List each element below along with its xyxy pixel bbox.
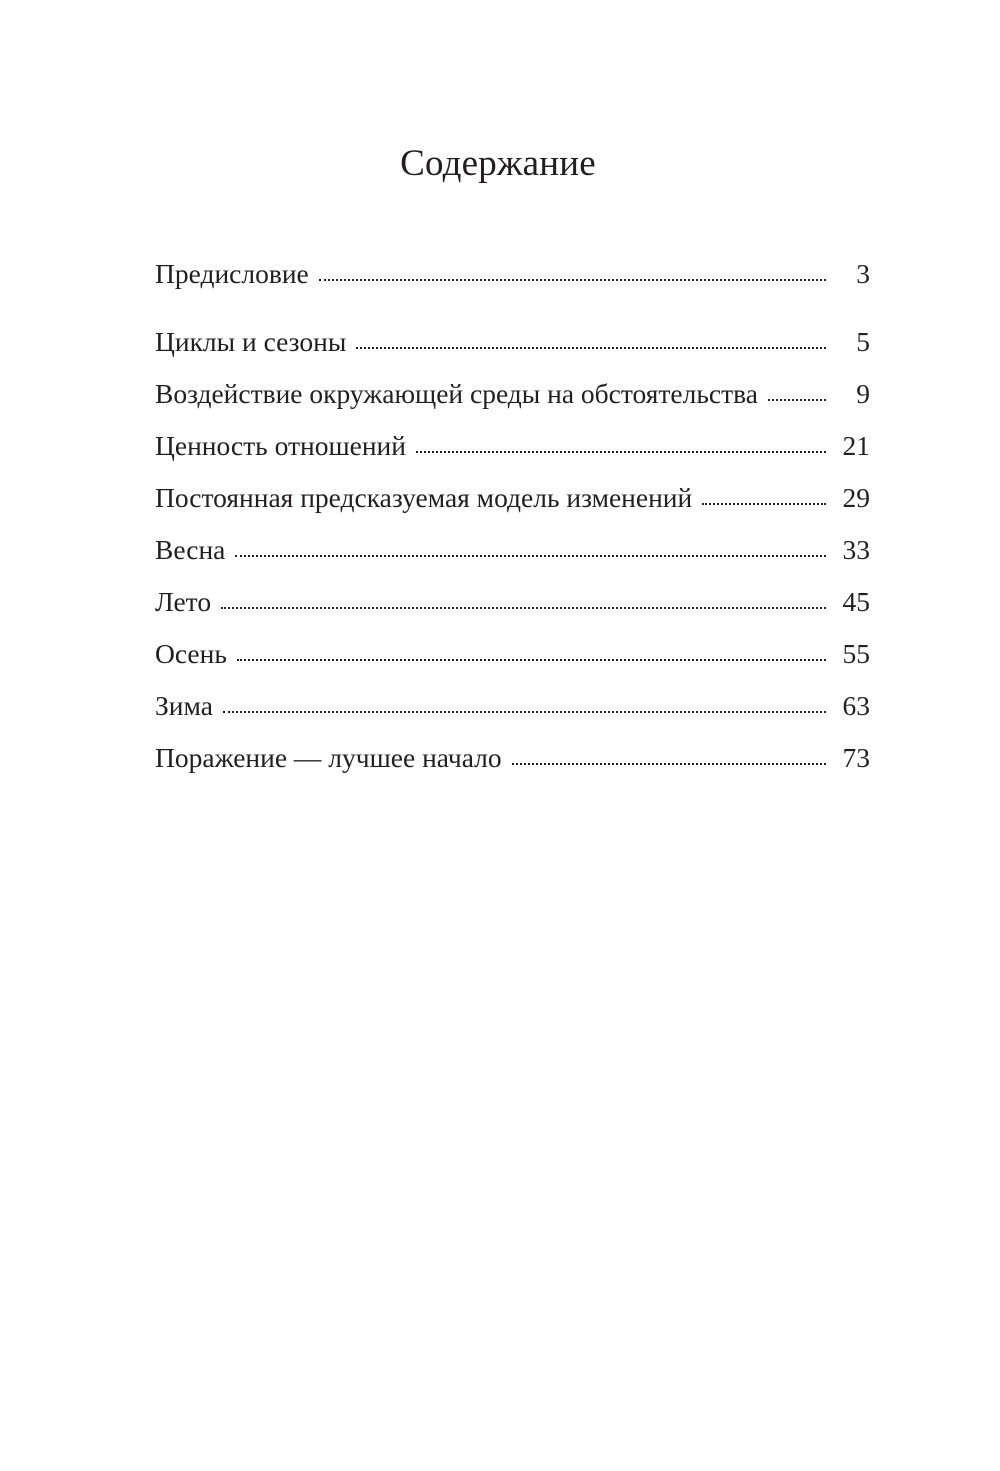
toc-entry-cycles-and-seasons[interactable] [155, 320, 870, 372]
toc-entry-label: Лето [155, 586, 212, 617]
toc-page-number: 3 [856, 258, 870, 289]
toc-entry-spring[interactable] [155, 528, 870, 580]
toc-entry-winter[interactable] [155, 684, 870, 736]
toc-entry-label: Осень [155, 638, 227, 669]
toc-page-number: 29 [842, 482, 870, 513]
toc-page-number: 33 [842, 534, 870, 565]
toc-entry-label: Циклы и сезоны [155, 326, 347, 357]
dot-leader [356, 345, 826, 349]
toc-page-number: 21 [842, 430, 870, 461]
dot-leader [235, 553, 826, 557]
toc-page-number: 73 [842, 742, 870, 773]
toc-page-number: 55 [842, 638, 870, 669]
table-of-contents [155, 252, 870, 788]
toc-page-number: 45 [842, 586, 870, 617]
toc-entry-label: Весна [155, 534, 226, 565]
dot-leader [319, 277, 826, 281]
toc-entry-label: Ценность отношений [155, 430, 406, 461]
dot-leader [221, 605, 826, 609]
toc-entry-autumn[interactable] [155, 632, 870, 684]
toc-entry-defeat-best-beginning[interactable] [155, 736, 870, 788]
toc-entry-summer[interactable] [155, 580, 870, 632]
toc-page-number: 63 [842, 690, 870, 721]
toc-entry-environment-impact[interactable] [155, 372, 870, 424]
dot-leader [237, 657, 826, 661]
toc-entry-label: Предисловие [155, 258, 309, 289]
toc-entry-preface[interactable] [155, 252, 870, 320]
dot-leader [768, 397, 826, 401]
toc-entry-label: Воздействие окружающей среды на обстоятельства [155, 378, 758, 409]
page-title: Содержание [400, 143, 596, 184]
toc-entry-label: Поражение — лучшее начало [155, 742, 502, 773]
dot-leader [702, 501, 826, 505]
toc-entry-label: Постоянная предсказуемая модель изменений [155, 482, 693, 513]
toc-page-number: 5 [856, 326, 870, 357]
dot-leader [223, 709, 826, 713]
toc-page-number: 9 [856, 378, 870, 409]
dot-leader [416, 449, 826, 453]
toc-entry-value-of-relationships[interactable] [155, 424, 870, 476]
dot-leader [512, 761, 826, 765]
toc-entry-predictable-model-of-change[interactable] [155, 476, 870, 528]
toc-entry-label: Зима [155, 690, 213, 721]
